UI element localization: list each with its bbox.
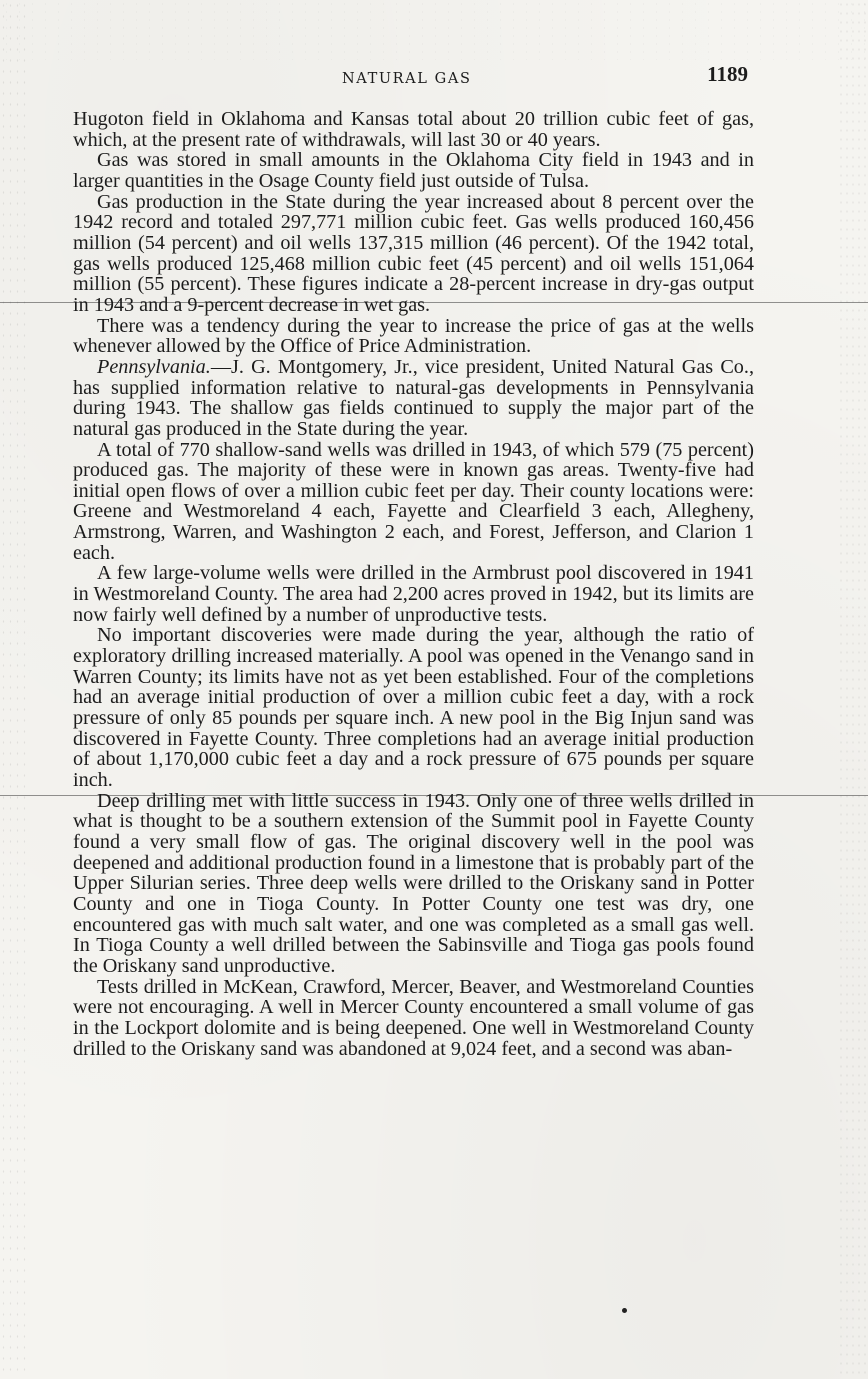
scan-noise-left	[0, 0, 28, 1379]
section-run-in-heading: Pennsylvania.	[97, 355, 211, 378]
paragraph-5	[73, 357, 754, 440]
ink-spot	[622, 1308, 627, 1313]
paragraph-5-text: —J. G. Montgomery, Jr., vice president, United Natural Gas Co., has supplied information relative to natural-gas developments in Pennsylvania during 1943. The shallow gas fields continued to supply the major part of the natural gas produced in the State during the year.	[73, 355, 754, 440]
scan-noise-right	[838, 0, 868, 1379]
paragraph-2: Gas was stored in small amounts in the Oklahoma City field in 1943 and in larger quantities in the Osage County field just outside of Tulsa.	[73, 149, 754, 192]
paragraph-10: Tests drilled in McKean, Crawford, Mercer, Beaver, and Westmoreland Counties were not encouraging. A well in Mercer County encountered a small volume of gas in the Lockport dolomite and is being deepened. One well in Westmoreland County drilled to the Oriskany sand was abandoned at 9,024 feet, and a second was aban-	[73, 975, 754, 1060]
paragraph-8: No important discoveries were made during the year, although the ratio of exploratory drilling increased materially. A pool was opened in the Venango sand in Warren County; its limits have not as yet been established. Four of the completions had an average initial production of over a million cubic feet a day, with a rock pressure of only 85 pounds per square inch. A new pool in the Big Injun sand was discovered in Fayette County. Three completions had an average initial production of about 1,170,000 cubic feet a day and a rock pressure of 675 pounds per square inch.	[73, 624, 754, 791]
running-head: NATURAL GAS	[342, 71, 472, 87]
scan-noise-top	[0, 0, 868, 60]
paragraph-1: Hugoton field in Oklahoma and Kansas total about 20 trillion cubic feet of gas, which, at the present rate of withdrawals, will last 30 or 40 years.	[73, 108, 754, 151]
page-number: 1189	[707, 62, 748, 86]
paragraph-9: Deep drilling met with little success in 1943. Only one of three wells drilled in what is thought to be a southern extension of the Summit pool in Fayette County found a very small flow of gas. The original discovery well in the pool was deepened and additional production found in a limestone that is probably part of the Upper Silurian series. Three deep wells were drilled to the Oriskany sand in Potter County and one in Tioga County. In Potter County one test was dry, one encountered gas with much salt water, and one was completed as a small gas well. In Tioga County a well drilled between the Sabinsville and Tioga gas pools found the Oriskany sand unproductive.	[73, 789, 754, 977]
paragraph-6: A total of 770 shallow-sand wells was drilled in 1943, of which 579 (75 percent) produced gas. The majority of these were in known gas areas. Twenty-five had initial open flows of over a million cubic feet per day. Their county locations were: Greene and Westmoreland 4 each, Fayette and Clearfield 3 each, Allegheny, Armstrong, Warren, and Washington 2 each, and Forest, Jefferson, and Clarion 1 each.	[73, 438, 754, 564]
body-text	[73, 109, 754, 1059]
paragraph-7: A few large-volume wells were drilled in the Armbrust pool discovered in 1941 in Westmoreland County. The area had 2,200 acres proved in 1942, but its limits are now fairly well defined by a number of unproductive tests.	[73, 562, 754, 626]
page-header	[72, 62, 752, 92]
paragraph-4: There was a tendency during the year to increase the price of gas at the wells whenever allowed by the Office of Price Administration.	[73, 314, 754, 358]
paragraph-3: Gas production in the State during the year increased about 8 percent over the 1942 record and totaled 297,771 million cubic feet. Gas wells produced 160,456 million (54 percent) and oil wells 137,315 million (46 percent). Of the 1942 total, gas wells produced 125,468 million cubic feet (45 percent) and oil wells 151,064 million (55 percent). These figures indicate a 28-percent increase in dry-gas output in 1943 and a 9-percent decrease in wet gas.	[73, 190, 754, 316]
